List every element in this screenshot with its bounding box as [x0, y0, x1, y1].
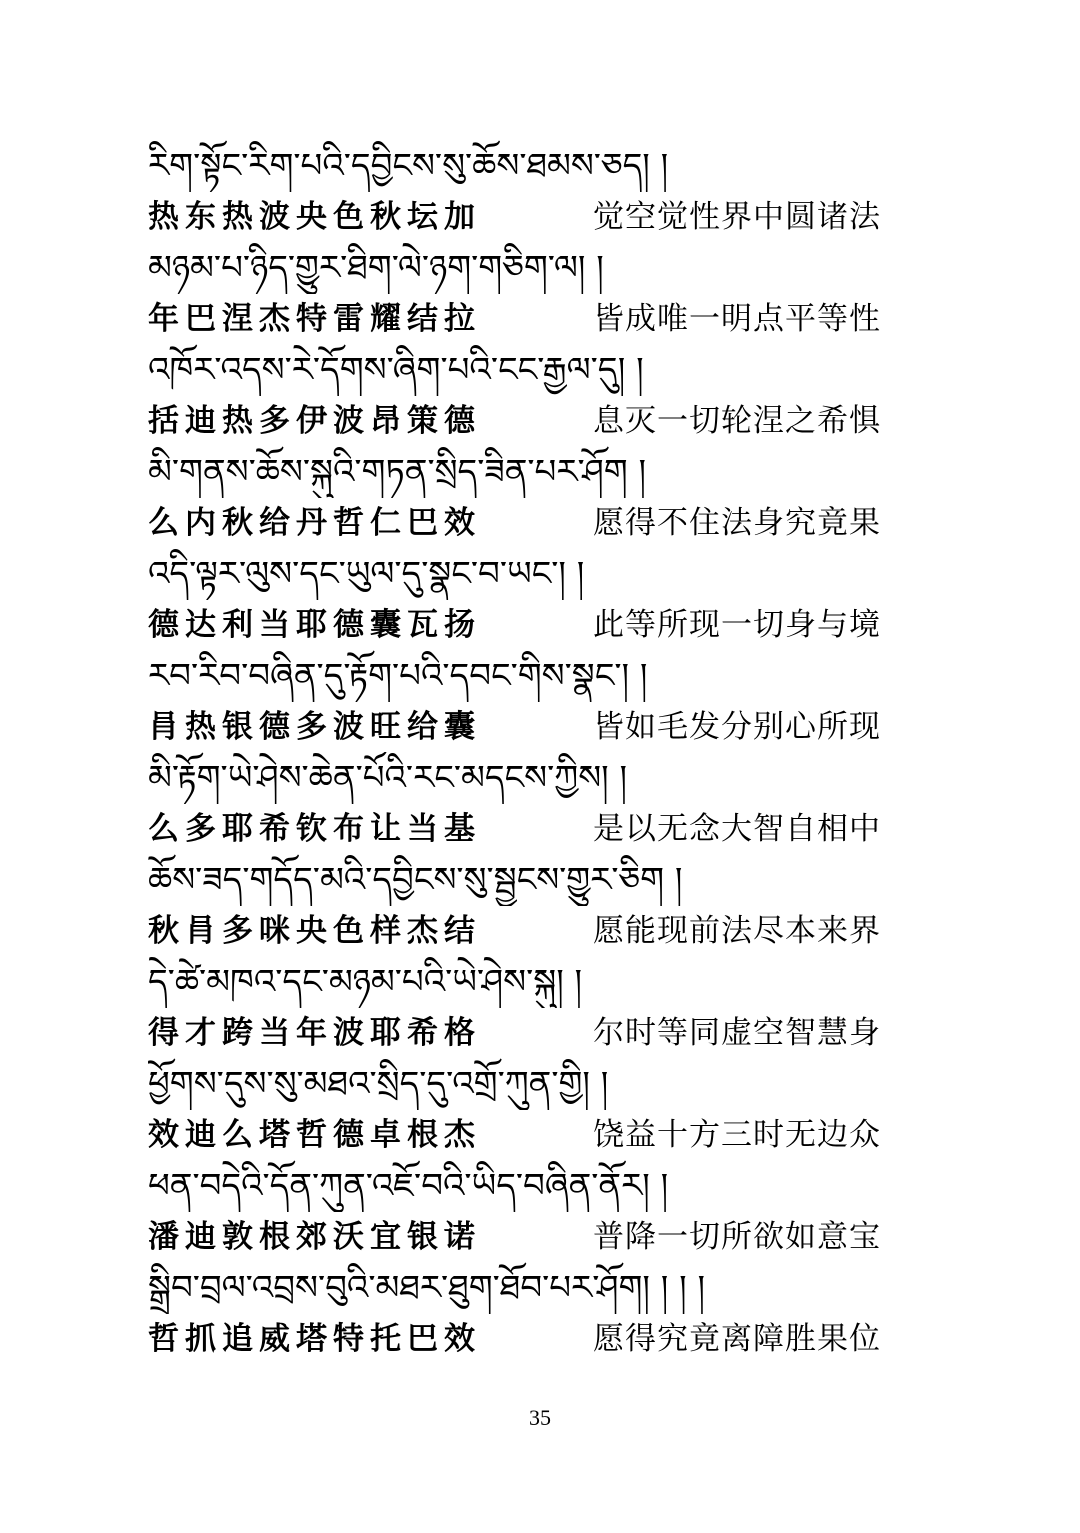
transliteration-text: 秋肙多咪央色样杰结	[148, 913, 481, 949]
transliteration-text: 潘迪敦根郊沃宜银诺	[148, 1219, 481, 1255]
verse	[148, 752, 908, 854]
verse	[148, 344, 908, 446]
verse	[148, 446, 908, 548]
verse	[148, 956, 908, 1058]
tibetan-line: འཁོར་འདས་རེ་དོགས་ཞིག་པའི་ངང་རྒྱལ་དུ། །	[148, 350, 644, 390]
tibetan-line: ཆོས་ཟད་གདོད་མའི་དབྱིངས་སུ་སྦྱངས་གྱུར་ཅིག །	[148, 860, 683, 900]
translation-row	[148, 1110, 908, 1160]
tibetan-line: འདི་ལྟར་ལུས་དང་ཡུལ་དུ་སྣང་བ་ཡང་། །	[148, 554, 585, 594]
verse	[148, 1262, 908, 1364]
tibetan-line: སྒྲིབ་བྲལ་འབྲས་བུའི་མཐར་ཐུག་ཐོབ་པར་ཤོག། ། ། །	[148, 1268, 706, 1308]
translation-row	[148, 1314, 908, 1364]
translation-row	[148, 906, 908, 956]
tibetan-line: ཕྱོགས་དུས་སུ་མཐའ་སྲིད་དུ་འགྲོ་ཀུན་གྱི། །	[148, 1064, 609, 1104]
verse	[148, 140, 908, 242]
transliteration-text: 年巴涅杰特雷耀结拉	[148, 301, 481, 337]
chinese-meaning-text: 息灭一切轮涅之希惧	[593, 403, 881, 439]
verse	[148, 548, 908, 650]
transliteration-text: 么多耶希钦布让当基	[148, 811, 481, 847]
verse	[148, 1058, 908, 1160]
translation-row	[148, 396, 908, 446]
tibetan-line: རབ་རིབ་བཞིན་དུ་རྟོག་པའི་དབང་གིས་སྣང་། །	[148, 656, 648, 696]
tibetan-line: མཉམ་པ་ཉིད་གྱུར་ཐིག་ལེ་ཉག་གཅིག་ལ། །	[148, 248, 604, 288]
chinese-meaning-text: 愿得不住法身究竟果	[593, 505, 881, 541]
chinese-meaning-text: 愿得究竟离障胜果位	[593, 1321, 881, 1357]
transliteration-text: 得才跨当年波耶希格	[148, 1015, 481, 1051]
verse	[148, 854, 908, 956]
chinese-meaning-text: 皆成唯一明点平等性	[593, 301, 881, 337]
tibetan-line: དེ་ཚེ་མཁའ་དང་མཉམ་པའི་ཡེ་ཤེས་སྐུ། །	[148, 962, 583, 1002]
tibetan-line: མི་གནས་ཆོས་སྐུའི་གཏན་སྲིད་ཟིན་པར་ཤོག །	[148, 452, 647, 492]
translation-row	[148, 498, 908, 548]
tibetan-line: ཕན་བདེའི་དོན་ཀུན་འཇོ་བའི་ཡིད་བཞིན་ནོར། །	[148, 1166, 669, 1206]
transliteration-text: 么内秋给丹哲仁巴效	[148, 505, 481, 541]
tibetan-line: མི་རྟོག་ཡེ་ཤེས་ཆེན་པོའི་རང་མདངས་ཀྱིས། །	[148, 758, 628, 798]
tibetan-line: རིག་སྟོང་རིག་པའི་དབྱིངས་སུ་ཆོས་ཐམས་ཅད། །	[148, 146, 669, 186]
verse	[148, 242, 908, 344]
translation-row	[148, 1212, 908, 1262]
transliteration-text: 热东热波央色秋坛加	[148, 199, 481, 235]
verse	[148, 650, 908, 752]
chinese-meaning-text: 此等所现一切身与境	[593, 607, 881, 643]
translation-row	[148, 702, 908, 752]
verse-list	[148, 140, 908, 1364]
transliteration-text: 肙热银德多波旺给囊	[148, 709, 481, 745]
chinese-meaning-text: 是以无念大智自相中	[593, 811, 881, 847]
chinese-meaning-text: 觉空觉性界中圆诸法	[593, 199, 881, 235]
transliteration-text: 效迪么塔哲德卓根杰	[148, 1117, 481, 1153]
translation-row	[148, 804, 908, 854]
translation-row	[148, 294, 908, 344]
transliteration-text: 哲抓追威塔特托巴效	[148, 1321, 481, 1357]
page-number: 35	[529, 1405, 551, 1430]
chinese-meaning-text: 尔时等同虚空智慧身	[593, 1015, 881, 1051]
verse	[148, 1160, 908, 1262]
translation-row	[148, 1008, 908, 1058]
transliteration-text: 括迪热多伊波昂策德	[148, 403, 481, 439]
chinese-meaning-text: 饶益十方三时无边众	[593, 1117, 881, 1153]
transliteration-text: 德达利当耶德囊瓦扬	[148, 607, 481, 643]
chinese-meaning-text: 愿能现前法尽本来界	[593, 913, 881, 949]
translation-row	[148, 192, 908, 242]
chinese-meaning-text: 普降一切所欲如意宝	[593, 1219, 881, 1255]
chinese-meaning-text: 皆如毛发分别心所现	[593, 709, 881, 745]
translation-row	[148, 600, 908, 650]
